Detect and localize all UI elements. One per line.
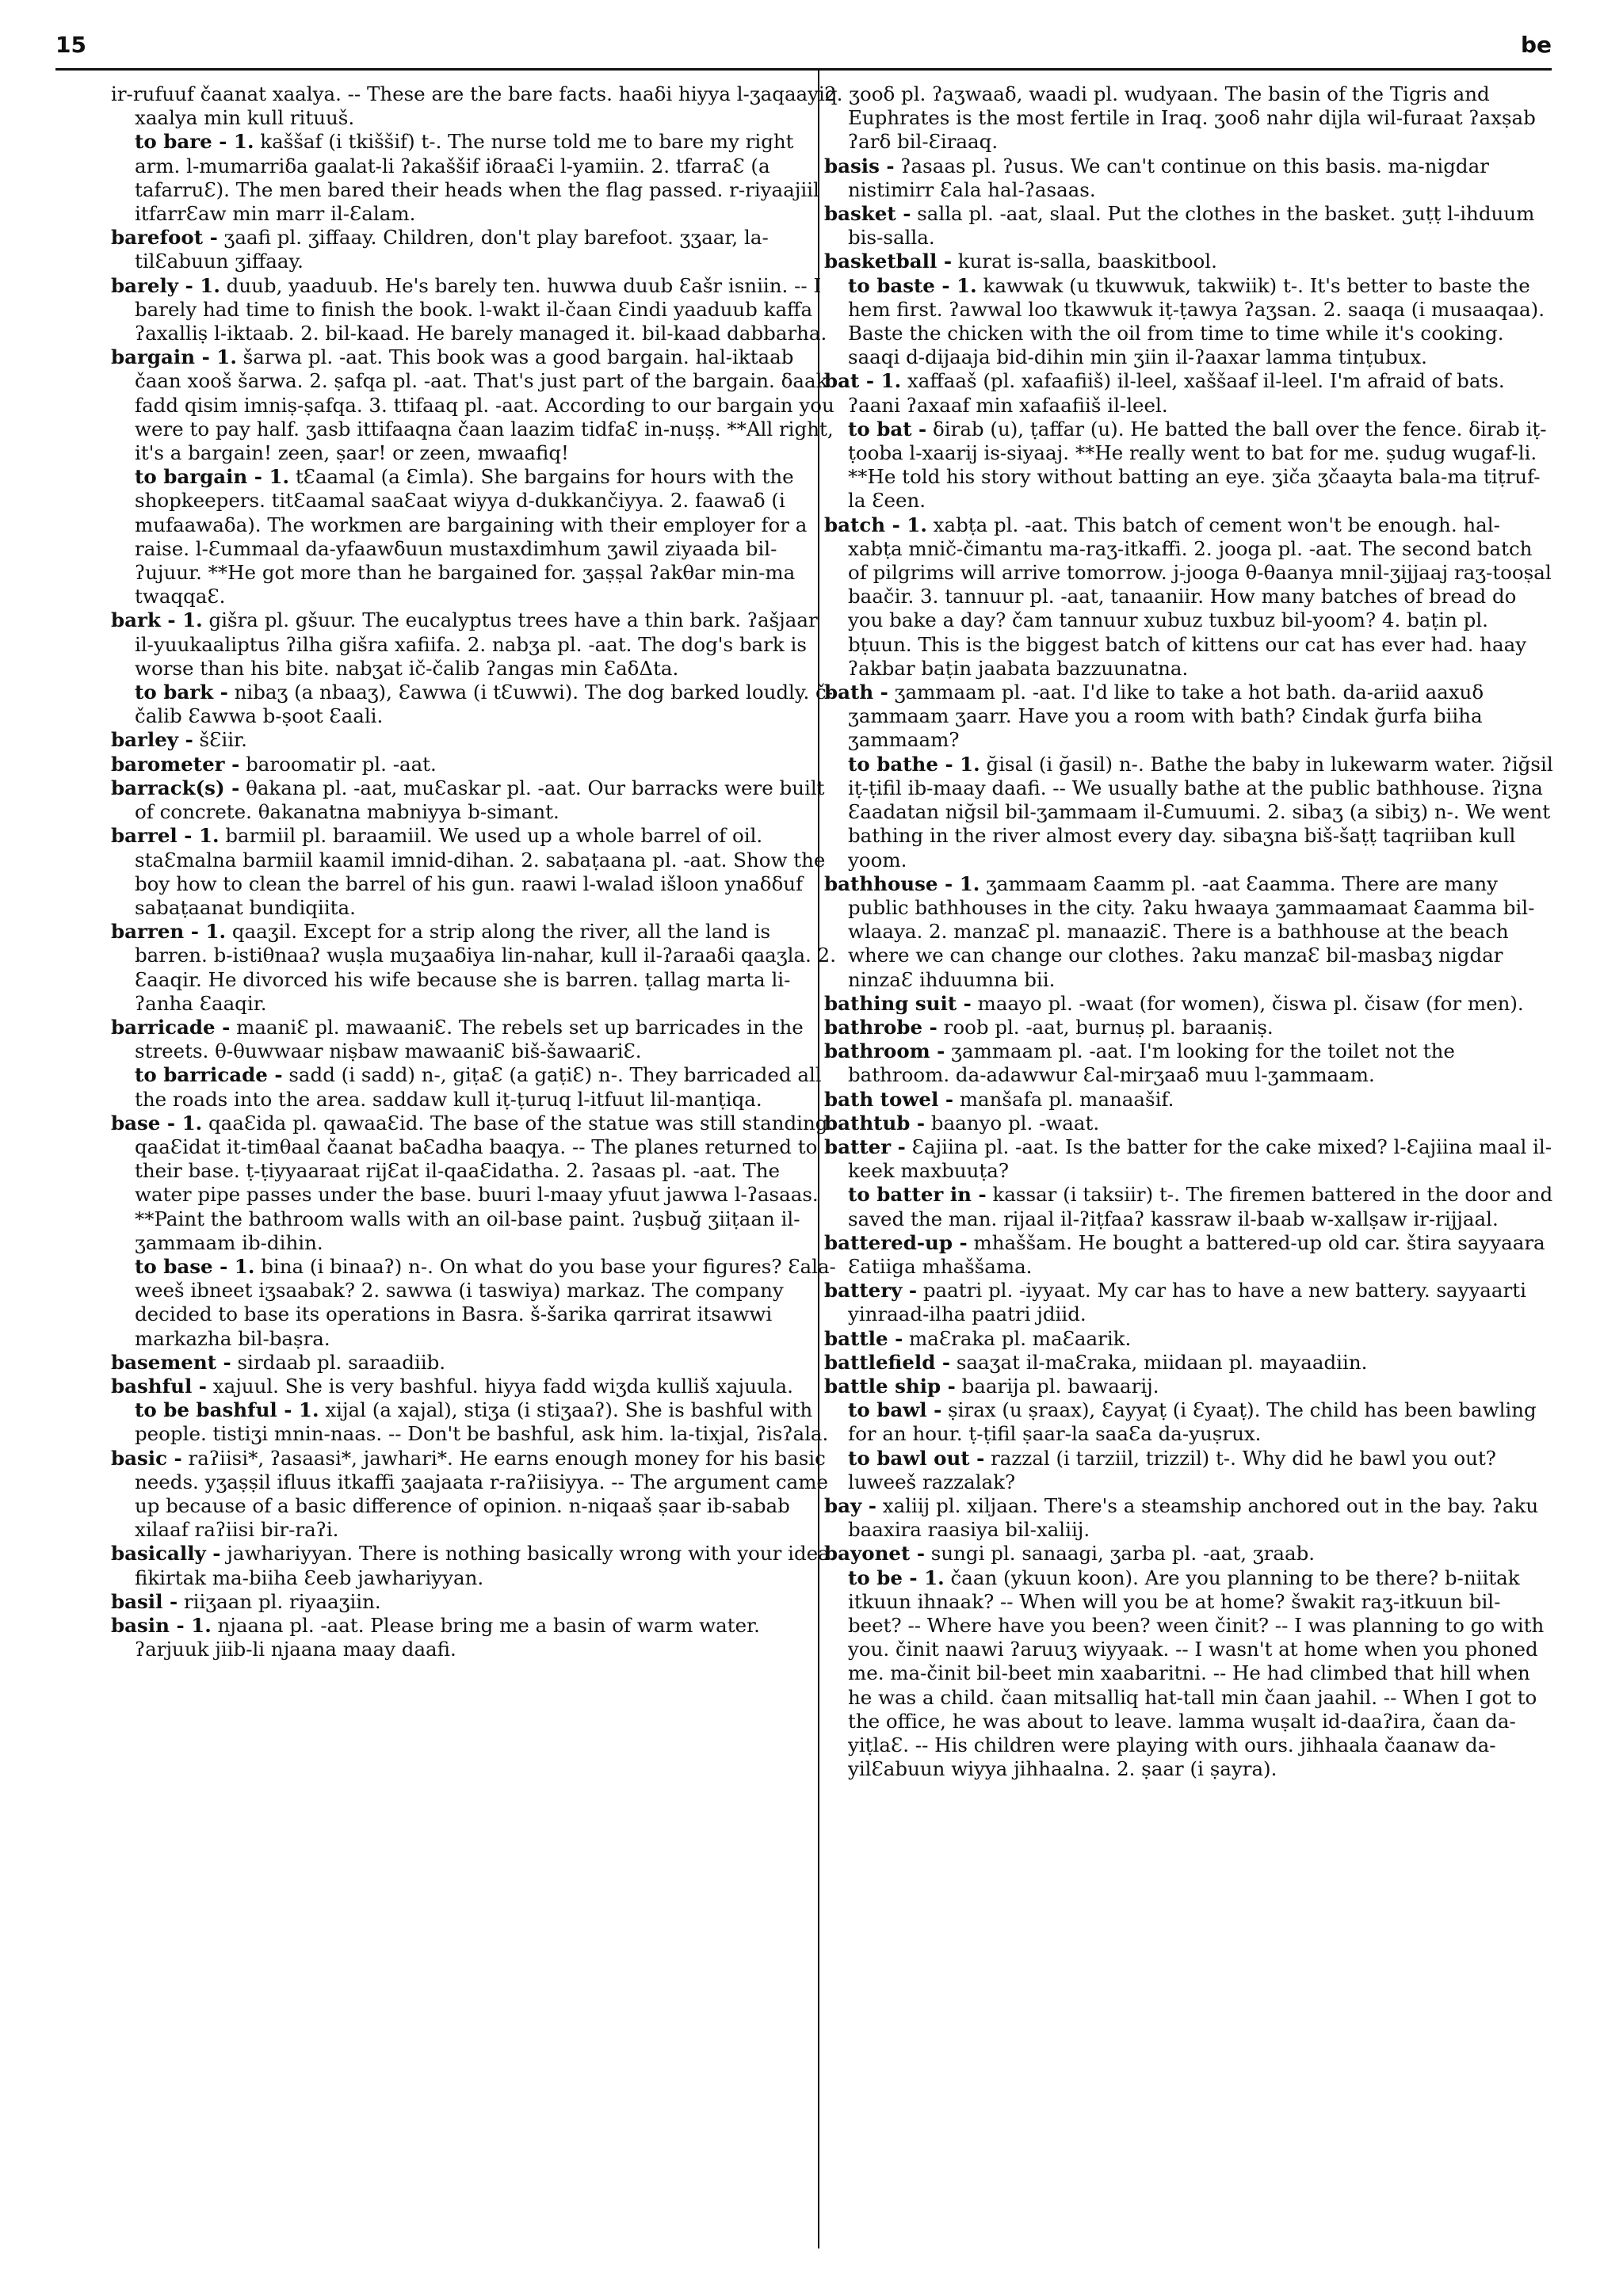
entry-headword: to bathe - 1. [848, 752, 980, 776]
entry-headword: bathrobe - [824, 1015, 938, 1039]
entry-headword: battlefield - [824, 1350, 951, 1374]
entry-headword: to bark - [135, 681, 228, 704]
entry-headword: battery - [824, 1279, 918, 1302]
entry-headword: basically - [111, 1542, 221, 1566]
dictionary-entry [824, 1279, 1553, 1326]
entry-body: ӡammaam pl. -aat. I'd like to take a hot bath. da-ariid aaxuδ ӡammaam ӡaarr. Have you a room with bath? Ɛindak ğurfa biiha ӡammaam? [848, 681, 1484, 752]
dictionary-entry [111, 608, 840, 681]
entry-headword: bathtub - [824, 1111, 926, 1135]
entry-headword: bay - [824, 1493, 876, 1517]
entry-body: čaan (ykuun koon). Are you planning to be there? b-niitak itkuun ihnaak? -- When will you be at home? šwakit raӡ-itkuun bil-beet? -- Where have you been? ween činit? -- I was planning to go with you. činit naawi ʔaruuӡ wiyyaak. -- I wasn't at home when you phoned me. ma-činit bil-beet min xaabaritni. -- He had climbed that hill when he was a child. čaan mitsalliq hat-tall min čaan jaahil. -- When I got to the office, he was about to leave. lamma wuṣalt id-daaʔira, čaan da-yiṭlaƐ. -- His children were playing with ours. jihhaala čaanaw da-yilƐabuun wiyya jihhaalna. 2. ṣaar (i ṣayra). [848, 1566, 1545, 1781]
dictionary-entry [111, 824, 840, 920]
entry-headword: batch - 1. [824, 513, 927, 536]
page-header [55, 32, 1552, 63]
dictionary-entry [111, 1398, 840, 1446]
entry-body: ğisal (i ğasil) n-. Bathe the baby in lukewarm water. ʔiğsil iṭ-ṭifil ib-maay daafi. -- We usually bathe at the public bathhouse. ʔiӡna Ɛaadatan niğsil bil-ӡammaam il-Ɛumuumi. 2. sibaӡ (a sibiӡ) n-. We went bathing in the river almost every day. sibaӡna biš-šaṭṭ taqriiban kull yoom. [848, 752, 1553, 871]
entry-body: maayo pl. -waat (for women), čiswa pl. čisaw (for men). [977, 991, 1524, 1015]
dictionary-entry [111, 681, 840, 728]
entry-headword: barricade - [111, 1015, 231, 1039]
entry-body: maƐraka pl. maƐaarik. [909, 1326, 1132, 1350]
entry-headword: basket - [824, 202, 911, 226]
entry-headword: barefoot - [111, 226, 218, 250]
entry-headword: bat - 1. [824, 369, 902, 393]
entry-headword: to bawl - [848, 1398, 942, 1422]
dictionary-entry [111, 1063, 840, 1111]
entry-body: ӡaafi pl. ӡiffaay. Children, don't play barefoot. ʒʒaar, la-tilƐabuun ӡiffaay. [135, 226, 769, 273]
entry-headword: bayonet - [824, 1542, 925, 1566]
entry-headword: batter - [824, 1135, 906, 1158]
entry-body: maaniƐ pl. mawaaniƐ. The rebels set up barricades in the streets. θ-θuwwaar niṣbaw mawaaniƐ biš-šawaariƐ. [135, 1015, 804, 1063]
entry-headword: basin - 1. [111, 1614, 212, 1637]
dictionary-entry [111, 1112, 840, 1255]
left-column [111, 82, 840, 1661]
entry-body: 2. ӡooδ pl. ʔaӡwaaδ, waadi pl. wudyaan. The basin of the Tigris and Euphrates is the most fertile in Iraq. ӡooδ nahr dijla wil-furaat ʔaxṣab ʔarδ bil-Ɛiraaq. [824, 82, 1536, 154]
dictionary-entry [824, 681, 1553, 753]
entry-headword: bathing suit - [824, 991, 972, 1015]
entry-headword: bashful - [111, 1374, 207, 1398]
entry-body: nibaӡ (a nbaaӡ), Ɛawwa (i tƐuwwi). The dog barked loudly. č-čalib Ɛawwa b-ṣoot Ɛaali. [135, 681, 834, 728]
dictionary-entry [111, 1255, 840, 1351]
entry-headword: base - 1. [111, 1111, 203, 1135]
dictionary-entry [824, 1135, 1553, 1183]
entry-body: ir-rufuuf čaanat xaalya. -- These are the bare facts. haaδi hiyya l-ӡaqaayiq xaalya min kull rituuš. [111, 82, 838, 130]
entry-body: baanyo pl. -waat. [930, 1111, 1100, 1135]
entry-body: bina (i binaaʔ) n-. On what do you base your figures? Ɛala-weeš ibneet iӡsaabak? 2. sawwa (i taswiya) markaz. The company decided to base its operations in Basra. š-šarika qarrirat itsawwi markazha bil-baṣra. [135, 1254, 836, 1350]
dictionary-entry [111, 1016, 840, 1063]
entry-headword: bath - [824, 681, 888, 704]
entry-headword: to base - 1. [135, 1254, 255, 1278]
dictionary-entry [111, 1590, 840, 1614]
entry-body: xaliij pl. xiljaan. There's a steamship anchored out in the bay. ʔaku baaxira raasiya bil-xaliij. [848, 1493, 1539, 1542]
page-number: 15 [55, 32, 86, 58]
entry-body: duub, yaaduub. He's barely ten. huwwa duub Ɛašr isniin. -- I barely had time to finish the book. l-wakt il-čaan Ɛindi yaaduub kaffa ʔaxalliṣ l-iktaab. 2. bil-kaad. He barely managed it. bil-kaad dabbarha. [135, 273, 827, 345]
dictionary-entry [824, 1016, 1553, 1039]
dictionary-entry [824, 1398, 1553, 1446]
entry-body: manšafa pl. manaašif. [959, 1087, 1174, 1111]
entry-headword: to baste - 1. [848, 273, 977, 297]
dictionary-entry [111, 130, 840, 226]
dictionary-entry [111, 1351, 840, 1375]
dictionary-entry [824, 1375, 1553, 1398]
dictionary-entry [111, 1542, 840, 1589]
entry-body: ӡammaam pl. -aat. I'm looking for the toilet not the bathroom. da-adawwur Ɛal-mirӡaaδ muu l-ӡammaam. [848, 1039, 1455, 1087]
dictionary-entry [111, 274, 840, 346]
entry-headword: battered-up - [824, 1230, 968, 1254]
entry-body: θakana pl. -aat, muƐaskar pl. -aat. Our barracks were built of concrete. θakanatna mabniyya b-simant. [135, 776, 825, 824]
entry-body: raʔiisi*, ʔasaasi*, jawhari*. He earns enough money for his basic needs. yӡaṣṣil ifluus itkaffi ӡaajaata r-raʔiisiyya. -- The argument came up because of a basic difference of opinion. n-niqaaš ṣaar ib-sabab xilaaf raʔiisi bir-raʔi. [135, 1446, 828, 1542]
dictionary-entry [824, 1183, 1553, 1230]
entry-body: salla pl. -aat, slaal. Put the clothes in the basket. ӡuṭṭ l-ihduum bis-salla. [848, 202, 1535, 250]
header-rule [55, 68, 1552, 71]
entry-headword: barley - [111, 728, 193, 752]
entry-headword: barely - 1. [111, 273, 220, 297]
entry-headword: bathroom - [824, 1039, 945, 1063]
dictionary-entry [824, 992, 1553, 1016]
dictionary-entry [824, 1327, 1553, 1351]
entry-body: kassar (i taksiir) t-. The firemen battered in the door and saved the man. rijaal il-ʔiṭfaaʔ kassraw il-baab w-xallṣaw ir-rijjaal. [848, 1183, 1553, 1230]
dictionary-entry [824, 1351, 1553, 1375]
entry-body: xabṭa pl. -aat. This batch of cement won't be enough. hal-xabṭa mnič-čimantu ma-raӡ-itkaffi. 2. jooga pl. -aat. The second batch of pilgrims will arrive tomorrow. j-jooga θ-θaanya mnil-ӡijjaaj raӡ-tooṣal baačir. 3. tannuur pl. -aat, tanaaniir. How many batches of bread do you bake a day? čam tannuur xubuz tuxbuz bil-yoom? 4. baṭin pl. bṭuun. This is the biggest batch of kittens our cat has ever had. haay ʔakbar baṭin jaabata bazzuunatna. [848, 513, 1552, 680]
entry-headword: to be - 1. [848, 1566, 945, 1589]
entry-headword: barrack(s) - [111, 776, 240, 799]
entry-body: δirab (u), ṭaffar (u). He batted the ball over the fence. δirab iṭ-ṭooba l-xaarij is-siyaaj. **He really went to bat for me. ṣudug wugaf-li. **He told his story without batting an eye. ӡiča ӡčaayta bala-ma tiṭruf-la Ɛeen. [848, 417, 1547, 513]
dictionary-entry [111, 920, 840, 1016]
entry-headword: bath towel - [824, 1087, 954, 1111]
dictionary-entry [824, 1542, 1553, 1566]
entry-body: ṣirax (u ṣraax), Ɛayyaṭ (i Ɛyaaṭ). The child has been bawling for an hour. ṭ-ṭifil ṣaar-la saaƐa da-yuṣrux. [848, 1398, 1537, 1446]
entry-body: jawhariyyan. There is nothing basically wrong with your idea. fikirtak ma-biiha Ɛeeb jawhariyyan. [135, 1542, 836, 1589]
entry-headword: basketball - [824, 250, 952, 273]
entry-body: Ɛajiina pl. -aat. Is the batter for the cake mixed? l-Ɛajiina maal il-keek maxbuuṭa? [848, 1135, 1552, 1183]
dictionary-entry [824, 202, 1553, 250]
entry-headword: bargain - 1. [111, 345, 237, 369]
entry-body: tƐaamal (a Ɛimla). She bargains for hours with the shopkeepers. titƐaamal saaƐaat wiyya d-dukkančiyya. 2. faawaδ (i mufaawaδa). The workmen are bargaining with their employer for a raise. l-Ɛummaal da-yfaawδuun mustaxdimhum ӡawil ziyaada bil-ʔujuur. **He got more than he bargained for. ӡaṣṣal ʔakθar min-ma twaqqaƐ. [135, 465, 808, 608]
entry-body: paatri pl. -iyyaat. My car has to have a new battery. sayyaarti yinraad-ilha paatri jdiid. [848, 1279, 1526, 1326]
dictionary-entry [824, 154, 1553, 202]
entry-body: qaaӡil. Except for a strip along the river, all the land is barren. b-istiθnaaʔ wuṣla muӡaaδiya lin-nahar, kull il-ʔaraaδi qaaӡla. 2. Ɛaaqir. He divorced his wife because she is barren. ṭallag marta li-ʔanha Ɛaaqir. [135, 920, 837, 1015]
entry-body: kurat is-salla, baaskitbool. [957, 250, 1217, 273]
dictionary-entry [111, 465, 840, 608]
dictionary-entry [111, 728, 840, 752]
dictionary-entry [824, 513, 1553, 681]
dictionary-entry [824, 369, 1553, 417]
entry-body: sadd (i sadd) n-, giṭaƐ (a gaṭiƐ) n-. They barricaded all the roads into the area. saddaw kull iṭ-ṭuruq l-itfuut lil-manṭiqa. [135, 1063, 822, 1111]
entry-headword: to barricade - [135, 1063, 283, 1087]
dictionary-entry [824, 82, 1553, 154]
entry-body: roob pl. -aat, burnuṣ pl. baraaniṣ. [943, 1015, 1274, 1039]
entry-headword: bathhouse - 1. [824, 871, 980, 895]
entry-headword: basil - [111, 1589, 178, 1613]
dictionary-entry [111, 1375, 840, 1398]
entry-headword: basis - [824, 154, 895, 177]
entry-body: sungi pl. sanaagi, ӡarba pl. -aat, ӡraab. [930, 1542, 1316, 1566]
entry-body: saaӡat il-maƐraka, miidaan pl. mayaadiin. [956, 1350, 1368, 1374]
entry-headword: to be bashful - 1. [135, 1398, 319, 1422]
dictionary-entry [824, 753, 1553, 872]
dictionary-entry [824, 250, 1553, 273]
dictionary-entry [824, 872, 1553, 992]
entry-body: njaana pl. -aat. Please bring me a basin of warm water. ʔarjuuk jiib-li njaana maay daafi. [135, 1614, 760, 1661]
entry-headword: to batter in - [848, 1183, 987, 1207]
entry-headword: basic - [111, 1446, 182, 1470]
dictionary-entry [824, 1112, 1553, 1135]
running-head: be [1520, 32, 1552, 58]
entry-headword: to bargain - 1. [135, 465, 290, 489]
entry-headword: basement - [111, 1350, 231, 1374]
entry-body: kaššaf (i tkiššif) t-. The nurse told me to bare my right arm. l-mumarriδa gaalat-li ʔakaššif iδraaƐi l-yamiin. 2. tfarraƐ (a tafarruƐ). The men bared their heads when the flag passed. r-riyaajiil itfarrƐaw min marr il-Ɛalam. [135, 130, 819, 226]
dictionary-entry [824, 1088, 1553, 1112]
entry-headword: barren - 1. [111, 920, 227, 944]
entry-body: sirdaab pl. saraadiib. [237, 1350, 446, 1374]
dictionary-entry [111, 82, 840, 130]
entry-body: gišra pl. gšuur. The eucalyptus trees have a thin bark. ʔašjaar il-yuukaaliptus ʔilha gišra xafiifa. 2. nabӡa pl. -aat. The dog's bark is worse than his bite. nabӡat ič-čalib ʔangas min ƐaδΔta. [135, 608, 818, 680]
entry-body: šƐiir. [199, 728, 247, 752]
entry-body: razzal (i tarziil, trizzil) t-. Why did he bawl you out? luweeš razzalak? [848, 1446, 1496, 1493]
dictionary-entry [824, 418, 1553, 513]
entry-body: baarija pl. bawaarij. [961, 1374, 1159, 1398]
entry-body: šarwa pl. -aat. This book was a good bargain. hal-iktaab čaan xooš šarwa. 2. ṣafqa pl. -aat. That's just part of the bargain. δaak fadd qisim imniṣ-ṣafqa. 3. ttifaaq pl. -aat. According to our bargain you were to pay half. ӡasb ittifaaqna čaan laazim tidfaƐ in-nuṣṣ. **All right, it's a bargain! zeen, ṣaar! or zeen, mwaafiq! [135, 345, 834, 465]
entry-body: xajuul. She is very bashful. hiyya fadd wiӡda kulliš xajuula. [212, 1374, 793, 1398]
dictionary-entry [111, 776, 840, 824]
entry-body: barmiil pl. baraamiil. We used up a whole barrel of oil. staƐmalna barmiil kaamil imnid-dihan. 2. sabaṭaana pl. -aat. Show the boy how to clean the barrel of his gun. raawi l-walad išloon ynaδδuf sabaṭaanat bundiqiita. [135, 824, 826, 919]
right-column [824, 82, 1553, 1781]
dictionary-entry [111, 226, 840, 273]
dictionary-entry [111, 1447, 840, 1543]
entry-body: xijal (a xajal), stiӡa (i stiӡaaʔ). She is bashful with people. tistiӡi mnin-naas. -- Don't be bashful, ask him. la-tixjal, ʔisʔala. [135, 1398, 829, 1446]
entry-headword: to bawl out - [848, 1446, 985, 1470]
dictionary-entry [111, 1614, 840, 1661]
dictionary-entry [824, 1566, 1553, 1782]
entry-headword: to bare - 1. [135, 130, 254, 154]
entry-body: xaffaaš (pl. xafaafiiš) il-leel, xaššaaf il-leel. I'm afraid of bats. ʔaani ʔaxaaf min xafaafiiš il-leel. [848, 369, 1505, 417]
entry-body: ӡammaam Ɛaamm pl. -aat Ɛaamma. There are many public bathhouses in the city. ʔaku hwaaya ӡammaamaat Ɛaamma bil-wlaaya. 2. manzaƐ pl. manaaziƐ. There is a bathhouse at the beach where we can change our clothes. ʔaku manzaƐ bil-masbaӡ nigdar ninzaƐ ihduumna bii. [848, 871, 1535, 991]
dictionary-entry [824, 1494, 1553, 1542]
entry-headword: battle ship - [824, 1374, 956, 1398]
entry-headword: barrel - 1. [111, 824, 220, 848]
entry-body: mhaššam. He bought a battered-up old car. štira sayyaara Ɛatiiga mhaššama. [848, 1230, 1545, 1278]
entry-headword: bark - 1. [111, 608, 203, 632]
entry-body: baroomatir pl. -aat. [246, 752, 437, 776]
entry-body: riiӡaan pl. riyaaӡiin. [183, 1589, 381, 1613]
dictionary-entry [824, 1447, 1553, 1494]
entry-headword: battle - [824, 1326, 903, 1350]
dictionary-entry [824, 1039, 1553, 1087]
entry-body: kawwak (u tkuwwuk, takwiik) t-. It's better to baste the hem first. ʔawwal loo tkawwuk iṭ-ṭawya ʔaӡsan. 2. saaqa (i musaaqaa). Baste the chicken with the oil from time to time while it's cooking. saaqi d-dijaaja bid-dihin min ӡiin il-ʔaaxar lamma tinṭubux. [848, 273, 1545, 369]
dictionary-entry [111, 345, 840, 465]
dictionary-entry [824, 1231, 1553, 1279]
dictionary-entry [824, 274, 1553, 370]
entry-body: ʔasaas pl. ʔusus. We can't continue on this basis. ma-nigdar nistimirr Ɛala hal-ʔasaas. [848, 154, 1489, 201]
entry-headword: barometer - [111, 752, 240, 776]
entry-headword: to bat - [848, 417, 927, 441]
entry-body: qaaƐida pl. qawaaƐid. The base of the statue was still standing. qaaƐidat it-timθaal čaanat baƐadha baaqya. -- The planes returned to their base. ṭ-ṭiyyaaraat rijƐat il-qaaƐidatha. 2. ʔasaas pl. -aat. The water pipe passes under the base. buuri l-maay yfuut jawwa l-ʔasaas. **Paint the bathroom walls with an oil-base paint. ʔuṣbuğ ӡiiṭaan il-ӡammaam ib-dihin. [135, 1111, 834, 1254]
dictionary-entry [111, 753, 840, 776]
